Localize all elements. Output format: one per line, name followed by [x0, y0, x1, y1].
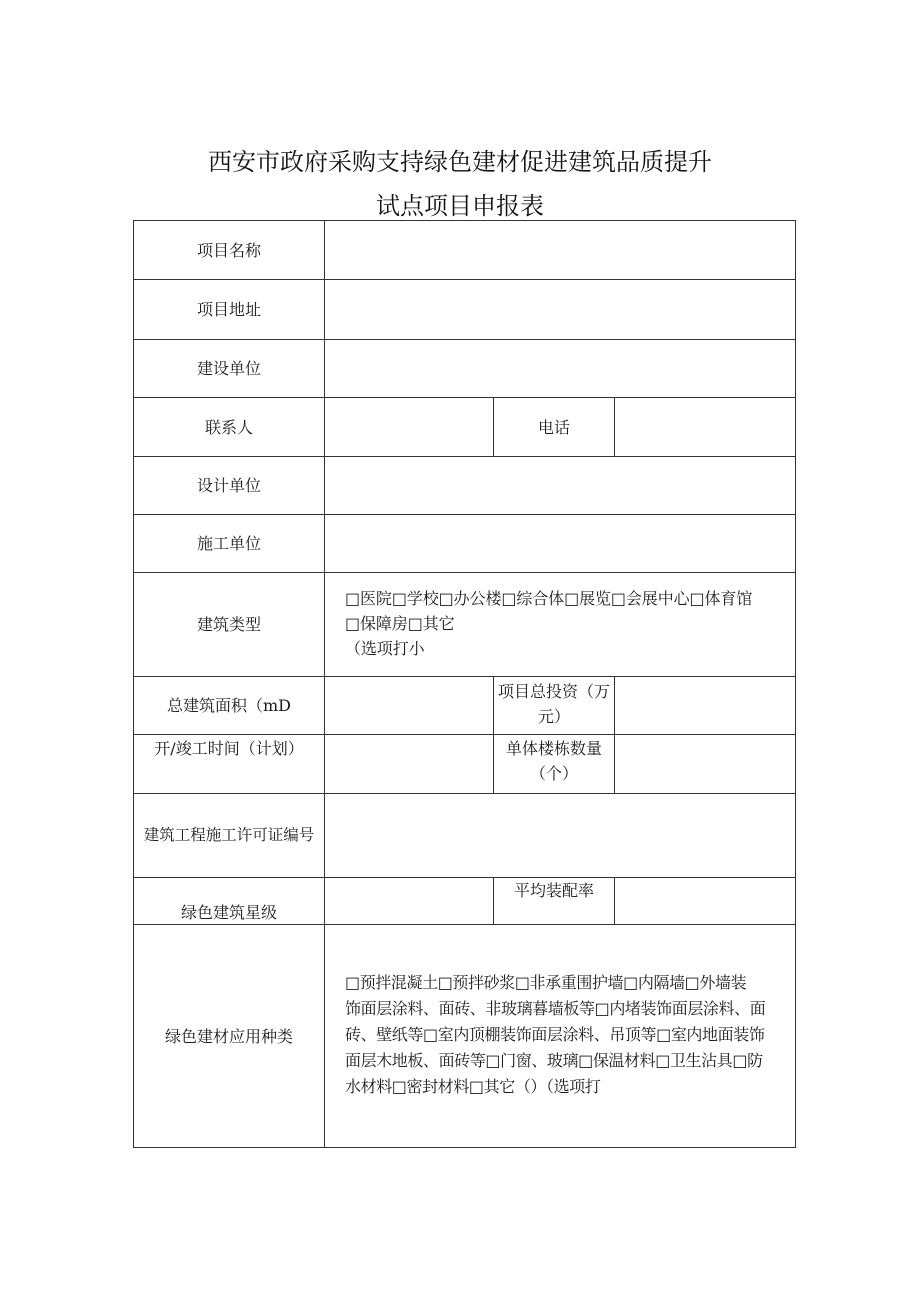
- building-type-line2: □保障房□其它: [345, 614, 455, 633]
- building-type-label: 建筑类型: [134, 573, 325, 677]
- total-area-field[interactable]: [325, 677, 494, 735]
- prefab-rate-field[interactable]: [615, 878, 796, 925]
- design-unit-label: 设计单位: [134, 457, 325, 515]
- form-title-line1: 西安市政府采购支持绿色建材促进建筑品质提升: [208, 148, 712, 176]
- green-materials-line2: 饰面层涂料、面砖、非玻璃暮墙板等□内堵装饰面层涂料、面: [345, 999, 766, 1018]
- builder-unit-label: 施工单位: [134, 515, 325, 573]
- building-count-label-line2: （个）: [529, 764, 578, 783]
- building-count-label-line1: 单体楼栋数量: [505, 739, 602, 758]
- construction-unit-label: 建设单位: [134, 340, 325, 398]
- green-materials-line3: 砖、壁纸等□室内顶棚装饰面层涂料、吊顶等□室内地面装饰: [345, 1025, 765, 1044]
- project-name-field[interactable]: [325, 221, 796, 280]
- green-rating-label: 绿色建筑星级: [134, 878, 325, 925]
- green-materials-label: 绿色建材应用种类: [134, 925, 325, 1148]
- schedule-label: 开/竣工时间（计划）: [134, 735, 325, 794]
- design-unit-field[interactable]: [325, 457, 796, 515]
- green-materials-line4: 面层木地板、面砖等□门窗、玻璃□保温材料□卫生沾具□防: [345, 1051, 763, 1070]
- total-investment-field[interactable]: [615, 677, 796, 735]
- building-count-label: [494, 735, 615, 794]
- prefab-rate-label: 平均装配率: [494, 878, 615, 925]
- building-type-line1: □医院□学校□办公楼□综合体□展览□会展中心□体育馆: [345, 589, 753, 608]
- green-materials-line1: □预拌混凝土□预拌砂浆□非承重围护墙□内隔墙□外墙装: [345, 973, 747, 992]
- phone-label: 电话: [494, 398, 615, 457]
- construction-unit-field[interactable]: [325, 340, 796, 398]
- total-investment-label-line1: 项目总投资（万: [497, 682, 610, 701]
- contact-person-label: 联系人: [134, 398, 325, 457]
- form-title-line2: 试点项目申报表: [376, 192, 544, 220]
- permit-number-label: 建筑工程施工许可证编号: [134, 794, 325, 878]
- contact-person-field[interactable]: [325, 398, 494, 457]
- permit-number-field[interactable]: [325, 794, 796, 878]
- project-address-field[interactable]: [325, 280, 796, 340]
- project-name-label: 项目名称: [134, 221, 325, 280]
- green-materials-options[interactable]: [325, 925, 796, 1148]
- building-type-options[interactable]: [325, 573, 796, 677]
- application-table: [133, 220, 796, 1148]
- building-count-field[interactable]: [615, 735, 796, 794]
- total-investment-label: [494, 677, 615, 735]
- project-address-label: 项目地址: [134, 280, 325, 340]
- green-materials-line5: 水材料□密封材料□其它（）（选项打: [345, 1077, 601, 1096]
- building-type-note: （选项打小: [345, 639, 425, 658]
- green-rating-field[interactable]: [325, 878, 494, 925]
- total-area-label: 总建筑面积（mD: [134, 677, 325, 735]
- total-investment-label-line2: 元）: [537, 707, 570, 726]
- builder-unit-field[interactable]: [325, 515, 796, 573]
- phone-field[interactable]: [615, 398, 796, 457]
- schedule-field[interactable]: [325, 735, 494, 794]
